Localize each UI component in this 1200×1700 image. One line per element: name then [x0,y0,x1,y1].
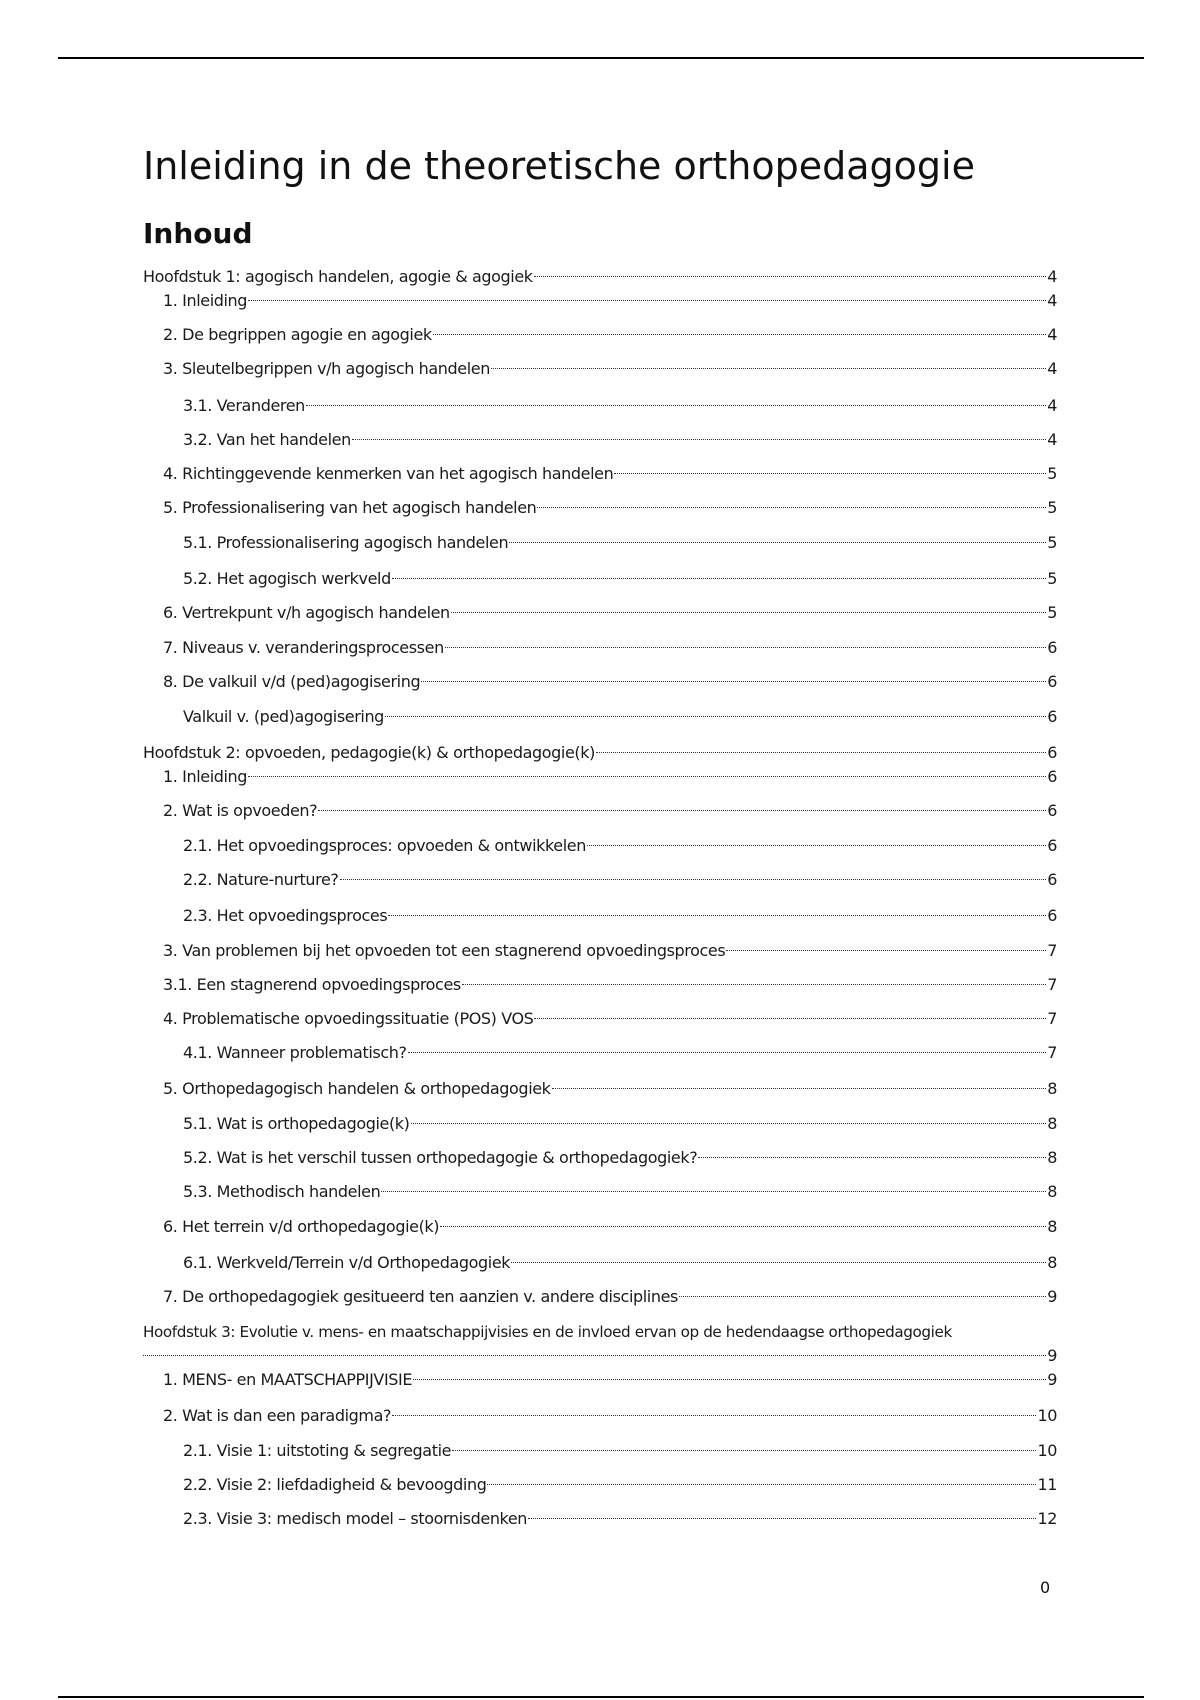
toc-entry[interactable] [183,1041,1057,1065]
dot-leader [352,439,1046,440]
toc-entry[interactable] [163,1404,1057,1428]
toc-entry[interactable] [163,670,1057,694]
toc-entry-label: 4.1. Wanneer problematisch? [183,1043,407,1062]
toc-entry-page: 4 [1047,430,1057,449]
toc-entry-page: 6 [1047,672,1057,691]
dot-leader [698,1157,1046,1158]
toc-entry-page: 8 [1047,1217,1057,1236]
toc-entry-page: 4 [1047,267,1057,286]
dot-leader [445,647,1046,648]
toc-entry[interactable] [183,1251,1057,1275]
toc-entry-label: 2.3. Het opvoedingsproces [183,906,388,925]
toc-entry-label: Hoofdstuk 1: agogisch handelen, agogie & agogiek [143,267,533,286]
toc-entry[interactable] [163,939,1057,963]
toc-entry-label: 5. Professionalisering van het agogisch handelen [163,498,537,517]
toc-entry-chapter-1[interactable] [143,265,1057,289]
toc-entry[interactable] [163,799,1057,823]
toc-entry-page: 6 [1047,767,1057,786]
toc-entry-page: 7 [1047,941,1057,960]
toc-entry-page: 5 [1047,603,1057,622]
toc-entry[interactable] [163,1215,1057,1239]
toc-entry-page: 5 [1047,464,1057,483]
toc-entry-page: 7 [1047,975,1057,994]
toc-entry-page: 4 [1047,325,1057,344]
dot-leader [248,300,1046,301]
dot-leader [726,950,1046,951]
toc-entry-label: 2.2. Visie 2: liefdadigheid & bevoogding [183,1475,487,1494]
toc-entry[interactable] [183,1112,1057,1136]
toc-entry-label: 3. Sleutelbegrippen v/h agogisch handelen [163,359,490,378]
dot-leader [392,578,1046,579]
dot-leader [534,1018,1046,1019]
dot-leader [413,1379,1046,1380]
toc-entry-label: 2.1. Visie 1: uitstoting & segregatie [183,1441,452,1460]
toc-entry-label: 2. De begrippen agogie en agogiek [163,325,432,344]
toc-entry[interactable] [183,834,1057,858]
toc-entry[interactable] [163,1007,1057,1031]
toc-entry[interactable] [183,868,1057,892]
dot-leader [528,1518,1036,1519]
toc-entry-label: 3. Van problemen bij het opvoeden tot een stagnerend opvoedingsproces [163,941,726,960]
toc-entry[interactable] [183,531,1057,555]
toc-entry-page: 8 [1047,1114,1057,1133]
dot-leader [381,1191,1046,1192]
toc-entry-label: 6. Vertrekpunt v/h agogisch handelen [163,603,450,622]
toc-entry-label: 1. MENS- en MAATSCHAPPIJVISIE [163,1370,413,1389]
toc-entry-label: 5.1. Professionalisering agogisch handelen [183,533,509,552]
toc-entry-page: 6 [1047,743,1057,762]
toc-entry-label: 5.2. Wat is het verschil tussen orthopedagogie & orthopedagogiek? [183,1148,698,1167]
toc-entry[interactable] [183,1180,1057,1204]
dot-leader [537,507,1046,508]
toc-entry-page: 9 [1047,1346,1057,1365]
toc-entry[interactable] [163,323,1057,347]
toc-entry-page: 6 [1047,836,1057,855]
toc-entry-label: 3.1. Een stagnerend opvoedingsproces [163,975,461,994]
toc-entry-page: 4 [1047,396,1057,415]
toc-entry-page: 6 [1047,801,1057,820]
toc-entry-chapter-3[interactable] [143,1320,1057,1368]
toc-entry[interactable] [163,765,1057,789]
toc-entry[interactable] [163,1368,1057,1392]
toc-entry[interactable] [183,904,1057,928]
dot-leader [143,1355,1046,1356]
toc-entry-label: 2.1. Het opvoedingsproces: opvoeden & ontwikkelen [183,836,586,855]
toc-entry-page: 12 [1037,1509,1057,1528]
toc-entry[interactable] [163,357,1057,381]
toc-entry[interactable] [183,1507,1057,1531]
toc-entry-page: 5 [1047,533,1057,552]
toc-entry-label: 2.2. Nature-nurture? [183,870,339,889]
toc-entry-page: 8 [1047,1253,1057,1272]
toc-entry-label: 5.3. Methodisch handelen [183,1182,381,1201]
dot-leader [451,612,1046,613]
toc-entry-label: 8. De valkuil v/d (ped)agogisering [163,672,421,691]
toc-entry-page: 8 [1047,1182,1057,1201]
dot-leader [679,1296,1046,1297]
dot-leader [306,405,1046,406]
toc-entry[interactable] [163,636,1057,660]
toc-entry-page: 6 [1047,870,1057,889]
toc-entry[interactable] [163,1285,1057,1309]
toc-entry[interactable] [183,1439,1057,1463]
dot-leader [440,1226,1046,1227]
dot-leader [487,1484,1036,1485]
toc-entry-label: 3.1. Veranderen [183,396,305,415]
toc-entry-label: 5.2. Het agogisch werkveld [183,569,391,588]
toc-entry[interactable] [183,1473,1057,1497]
toc-entry-label: 2. Wat is dan een paradigma? [163,1406,392,1425]
toc-entry-chapter-2[interactable] [143,741,1057,765]
toc-entry-label: 6.1. Werkveld/Terrein v/d Orthopedagogiek [183,1253,511,1272]
dot-leader [534,276,1047,277]
document-title: Inleiding in de theoretische orthopedagogie [143,144,975,188]
toc-entry-page: 6 [1047,906,1057,925]
toc-entry-page: 8 [1047,1079,1057,1098]
dot-leader [388,915,1046,916]
toc-entry-label: 2. Wat is opvoeden? [163,801,318,820]
dot-leader [433,334,1046,335]
toc-entry-page: 8 [1047,1148,1057,1167]
toc-entry[interactable] [163,289,1057,313]
toc-entry[interactable] [183,394,1057,418]
toc-entry-page: 7 [1047,1009,1057,1028]
dot-leader [552,1088,1047,1089]
dot-leader [509,542,1046,543]
toc-entry-label: 1. Inleiding [163,291,248,310]
toc-entry-label: 7. De orthopedagogiek gesitueerd ten aanzien v. andere disciplines [163,1287,678,1306]
toc-entry-label: 3.2. Van het handelen [183,430,351,449]
toc-entry[interactable] [163,462,1057,486]
dot-leader [614,473,1046,474]
dot-leader [385,716,1046,717]
toc-entry[interactable] [183,428,1057,452]
toc-entry-page: 5 [1047,569,1057,588]
footer-rule [58,1696,1144,1698]
dot-leader [248,776,1046,777]
page-number: 0 [1040,1578,1051,1597]
dot-leader [411,1123,1047,1124]
toc-entry[interactable] [183,567,1057,591]
toc-entry-page: 10 [1037,1406,1057,1425]
dot-leader [340,879,1047,880]
toc-entry-page: 4 [1047,291,1057,310]
toc-entry-page: 10 [1037,1441,1057,1460]
toc-entry-page: 4 [1047,359,1057,378]
dot-leader [511,1262,1046,1263]
dot-leader [596,752,1046,753]
dot-leader [421,681,1046,682]
toc-entry-page: 5 [1047,498,1057,517]
toc-entry-label: 7. Niveaus v. veranderingsprocessen [163,638,444,657]
toc-entry[interactable] [183,1146,1057,1170]
toc-entry-page: 9 [1047,1370,1057,1389]
toc-entry-page: 11 [1037,1475,1057,1494]
toc-entry[interactable] [163,601,1057,625]
toc-entry-label: 5.1. Wat is orthopedagogie(k) [183,1114,410,1133]
toc-entry-label: 6. Het terrein v/d orthopedagogie(k) [163,1217,440,1236]
dot-leader [452,1450,1036,1451]
toc-entry-label: Valkuil v. (ped)agogisering [183,707,384,726]
toc-entry-page: 7 [1047,1043,1057,1062]
toc-entry-label: 2.3. Visie 3: medisch model – stoornisdenken [183,1509,528,1528]
toc-entry-label: Hoofdstuk 2: opvoeden, pedagogie(k) & orthopedagogie(k) [143,743,595,762]
toc-heading: Inhoud [143,217,253,250]
dot-leader [462,984,1046,985]
toc-entry-label: 5. Orthopedagogisch handelen & orthopedagogiek [163,1079,551,1098]
dot-leader [491,368,1046,369]
toc-entry-page: 6 [1047,707,1057,726]
dot-leader [318,810,1046,811]
toc-entry[interactable] [183,705,1057,729]
dot-leader [392,1415,1036,1416]
toc-entry[interactable] [163,1077,1057,1101]
toc-entry[interactable] [163,973,1057,997]
toc-entry-label: 4. Richtinggevende kenmerken van het agogisch handelen [163,464,614,483]
toc-entry[interactable] [163,496,1057,520]
dot-leader [587,845,1046,846]
toc-entry-page: 6 [1047,638,1057,657]
toc-entry-page: 9 [1047,1287,1057,1306]
toc-entry-label: 4. Problematische opvoedingssituatie (POS) VOS [163,1009,534,1028]
toc-entry-label: 1. Inleiding [163,767,248,786]
toc-entry-label: Hoofdstuk 3: Evolutie v. mens- en maatschappijvisies en de invloed ervan op de hedendaagse orthopedagogiek [143,1323,952,1341]
dot-leader [408,1052,1047,1053]
